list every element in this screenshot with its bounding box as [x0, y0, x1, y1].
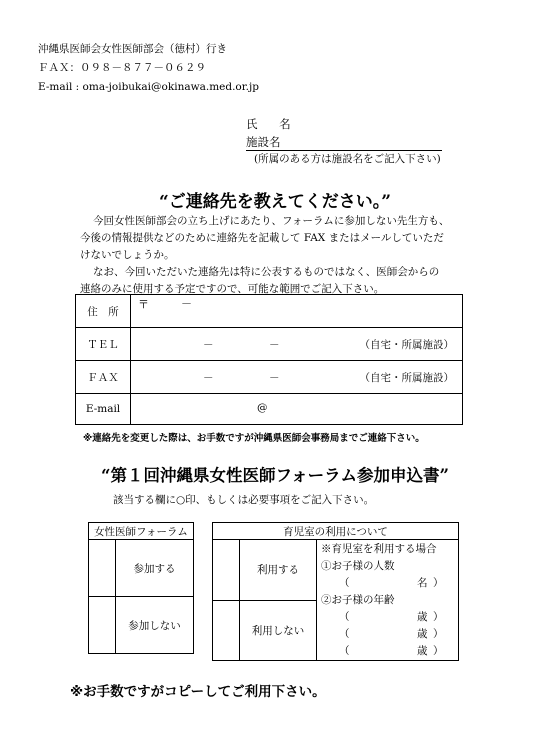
not-attend-row: [89, 597, 194, 654]
attend-mark-cell[interactable]: [89, 540, 116, 597]
childcare-details[interactable]: [317, 540, 459, 661]
tel-type: （自宅・所属施設）: [359, 339, 454, 351]
forum-instruction: 該当する欄に○印、もしくは必要事項をご記入下さい。: [113, 494, 375, 506]
recipient-line: 沖縄県医師会女性医師部会（徳村）行き: [38, 43, 227, 55]
age-unit: 歳: [417, 611, 428, 623]
at-mark: @: [257, 402, 268, 414]
fax-field[interactable]: [131, 361, 463, 394]
contact-table: [75, 294, 463, 425]
age-open-paren: （: [339, 628, 350, 640]
address-label: 住 所: [76, 295, 131, 328]
not-attend-label: 参加しない: [116, 597, 194, 654]
childcare-header: 育児室の利用について: [213, 523, 459, 540]
change-notice: ※連絡先を変更した際は、お手数ですが沖縄県医師会事務局までご連絡下さい。: [83, 433, 425, 444]
fax-row: [76, 361, 463, 394]
facility-label: 施設名: [246, 135, 281, 149]
forum-header: 女性医師フォーラム: [89, 523, 194, 540]
age-open-paren: （: [339, 611, 350, 623]
age-close-paren: ）: [433, 611, 444, 623]
postal-dash: －: [181, 297, 192, 310]
attend-label: 参加する: [116, 540, 194, 597]
age-label: ②お子様の年齢: [321, 594, 395, 606]
age-field-2[interactable]: [321, 626, 458, 643]
count-unit: 名: [417, 577, 428, 589]
postal-mark: 〒: [138, 298, 149, 311]
email-field[interactable]: [131, 394, 463, 425]
email-label: E-mail: [76, 394, 131, 425]
childcare-table: [212, 522, 459, 661]
para1-line2: 今後の情報提供などのために連絡先を記載して FAX またはメールしていただ: [80, 232, 444, 244]
copy-note: ※お手数ですがコピーしてご利用下さい。: [70, 684, 326, 700]
email-address: E-mail : oma-joibukai@okinawa.med.or.jp: [38, 81, 259, 93]
tel-dash-2: －: [269, 339, 280, 351]
tel-dash-1: －: [203, 339, 214, 351]
fax-dash-2: －: [269, 372, 280, 384]
num-children-label: ①お子様の人数: [321, 560, 395, 572]
para1-line1: 今回女性医師部会の立ち上げにあたり、フォーラムに参加しない先生方も、: [93, 215, 450, 227]
use-mark-cell[interactable]: [213, 540, 240, 601]
count-open-paren: （: [339, 577, 350, 589]
attend-row: [89, 540, 194, 597]
fax-dash-1: －: [203, 372, 214, 384]
if-use-note: ※育児室を利用する場合: [321, 543, 437, 555]
tel-label: ＴＥＬ: [76, 328, 131, 361]
forum-title: “第１回沖縄県女性医師フォーラム参加申込書”: [101, 466, 449, 485]
count-close-paren: ）: [433, 577, 444, 589]
fax-number: ＦＡＸ：０９８－８７７－０６２９: [38, 62, 206, 74]
age-unit: 歳: [417, 628, 428, 640]
not-use-mark-cell[interactable]: [213, 600, 240, 661]
para2-line1: なお、今回いただいた連絡先は特に公表するものではなく、医師会からの: [93, 266, 440, 278]
not-attend-mark-cell[interactable]: [89, 597, 116, 654]
contact-paragraph-1: [80, 213, 472, 298]
not-use-label: 利用しない: [240, 600, 317, 661]
age-open-paren: （: [339, 645, 350, 657]
fax-label: ＦＡＸ: [76, 361, 131, 394]
forum-header-row: [89, 523, 194, 540]
facility-note: (所属のある方は施設名をご記入下さい): [254, 153, 441, 165]
age-unit: 歳: [417, 645, 428, 657]
contact-title: “ご連絡先を教えてください。”: [158, 192, 392, 212]
email-row: [76, 394, 463, 425]
childcare-header-row: [213, 523, 459, 540]
para1-line3: けないでしょうか。: [80, 249, 175, 261]
age-field-3[interactable]: [321, 643, 458, 660]
num-children-field[interactable]: [321, 575, 458, 592]
use-row: [213, 540, 459, 601]
use-label: 利用する: [240, 540, 317, 601]
forum-table: [88, 522, 194, 654]
tel-field[interactable]: [131, 328, 463, 361]
tel-row: [76, 328, 463, 361]
age-close-paren: ）: [433, 628, 444, 640]
para2-line2: 連絡のみに使用する予定ですので、可能な範囲でご記入下さい。: [80, 283, 385, 295]
fax-type: （自宅・所属施設）: [359, 372, 454, 384]
name-label: 氏 名: [246, 117, 300, 131]
age-field-1[interactable]: [321, 609, 458, 626]
age-close-paren: ）: [433, 645, 444, 657]
address-row: [76, 295, 463, 328]
address-field[interactable]: [131, 295, 463, 328]
